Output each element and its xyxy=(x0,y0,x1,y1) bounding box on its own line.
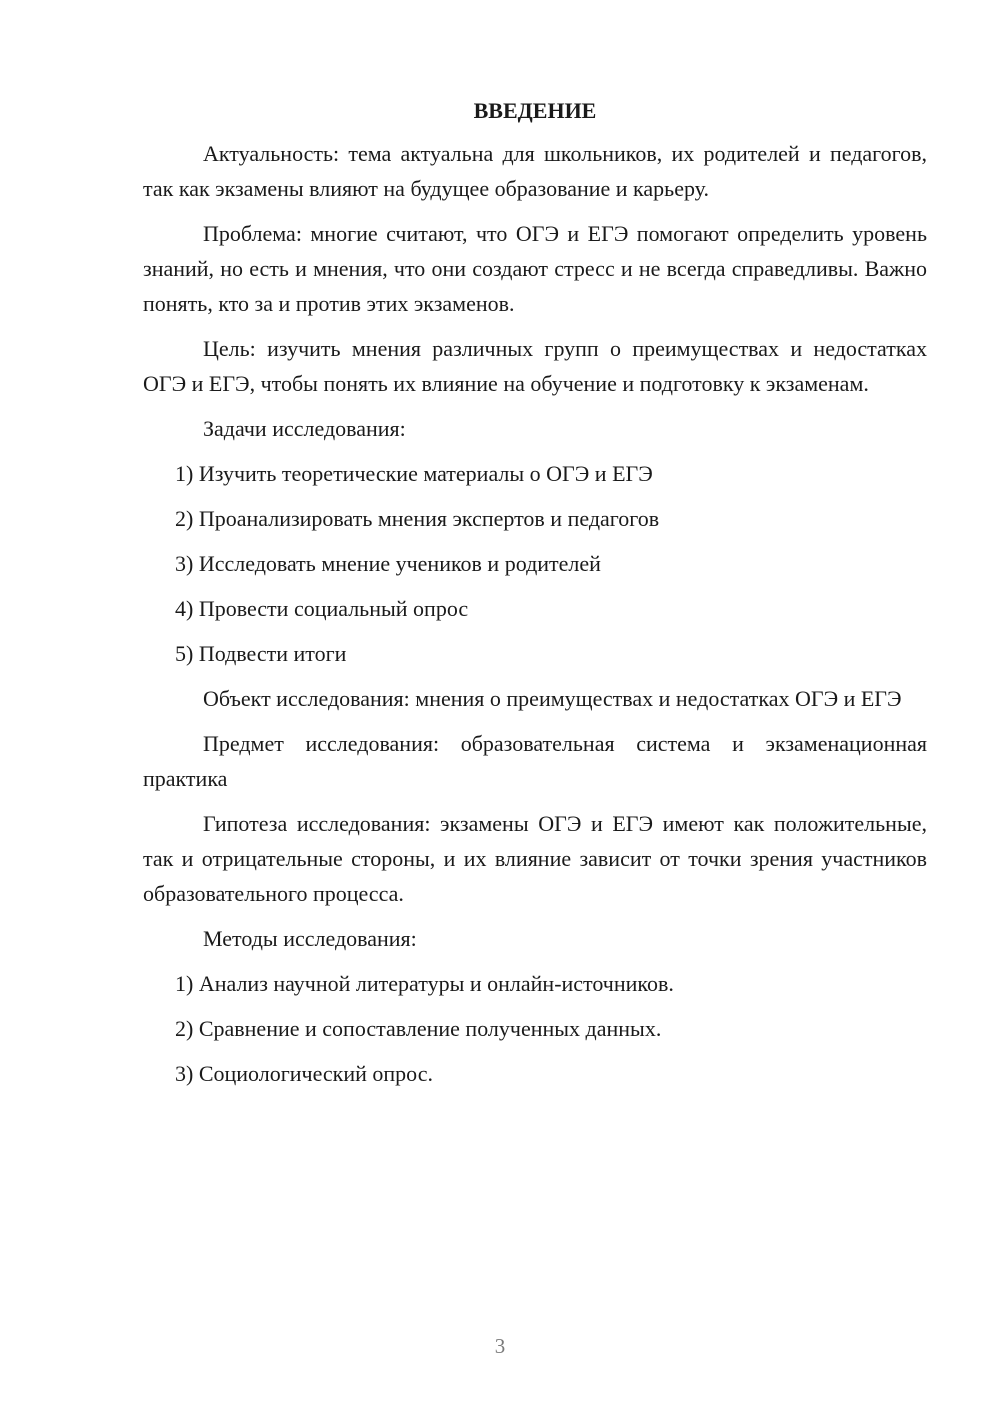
goal-paragraph: Цель: изучить мнения различных групп о преимуществах и недостатках ОГЭ и ЕГЭ, чтобы понять их влияние на обучение и подготовку к экзаменам. xyxy=(143,336,927,396)
list-item: 3) Исследовать мнение учеников и родителей xyxy=(175,551,601,576)
methods-list xyxy=(143,966,927,1091)
list-item: 2) Проанализировать мнения экспертов и педагогов xyxy=(175,506,660,531)
list-item: 3) Социологический опрос. xyxy=(175,1061,433,1086)
subject-paragraph: Предмет исследования: образовательная система и экзаменационная практика xyxy=(143,731,927,791)
list-item: 5) Подвести итоги xyxy=(175,641,347,666)
list-item: 2) Сравнение и сопоставление полученных данных. xyxy=(175,1016,662,1041)
tasks-list xyxy=(143,456,927,671)
problem-paragraph: Проблема: многие считают, что ОГЭ и ЕГЭ помогают определить уровень знаний, но есть и мнения, что они создают стресс и не всегда справедливы. Важно понять, кто за и против этих экзаменов. xyxy=(143,221,927,316)
tasks-heading: Задачи исследования: xyxy=(203,416,406,441)
relevance-paragraph: Актуальность: тема актуальна для школьников, их родителей и педагогов, так как экзамены влияют на будущее образование и карьеру. xyxy=(143,141,927,201)
list-item: 1) Анализ научной литературы и онлайн-источников. xyxy=(175,971,674,996)
list-item: 4) Провести социальный опрос xyxy=(175,596,469,621)
list-item: 1) Изучить теоретические материалы о ОГЭ и ЕГЭ xyxy=(175,461,653,486)
hypothesis-paragraph: Гипотеза исследования: экзамены ОГЭ и ЕГЭ имеют как положительные, так и отрицательные стороны, и их влияние зависит от точки зрения участников образовательного процесса. xyxy=(143,811,927,906)
document-page xyxy=(143,96,927,1101)
page-number: 3 xyxy=(494,1334,506,1358)
page-title: ВВЕДЕНИЕ xyxy=(473,98,597,123)
object-paragraph: Объект исследования: мнения о преимуществах и недостатках ОГЭ и ЕГЭ xyxy=(203,686,902,711)
methods-heading: Методы исследования: xyxy=(203,926,417,951)
